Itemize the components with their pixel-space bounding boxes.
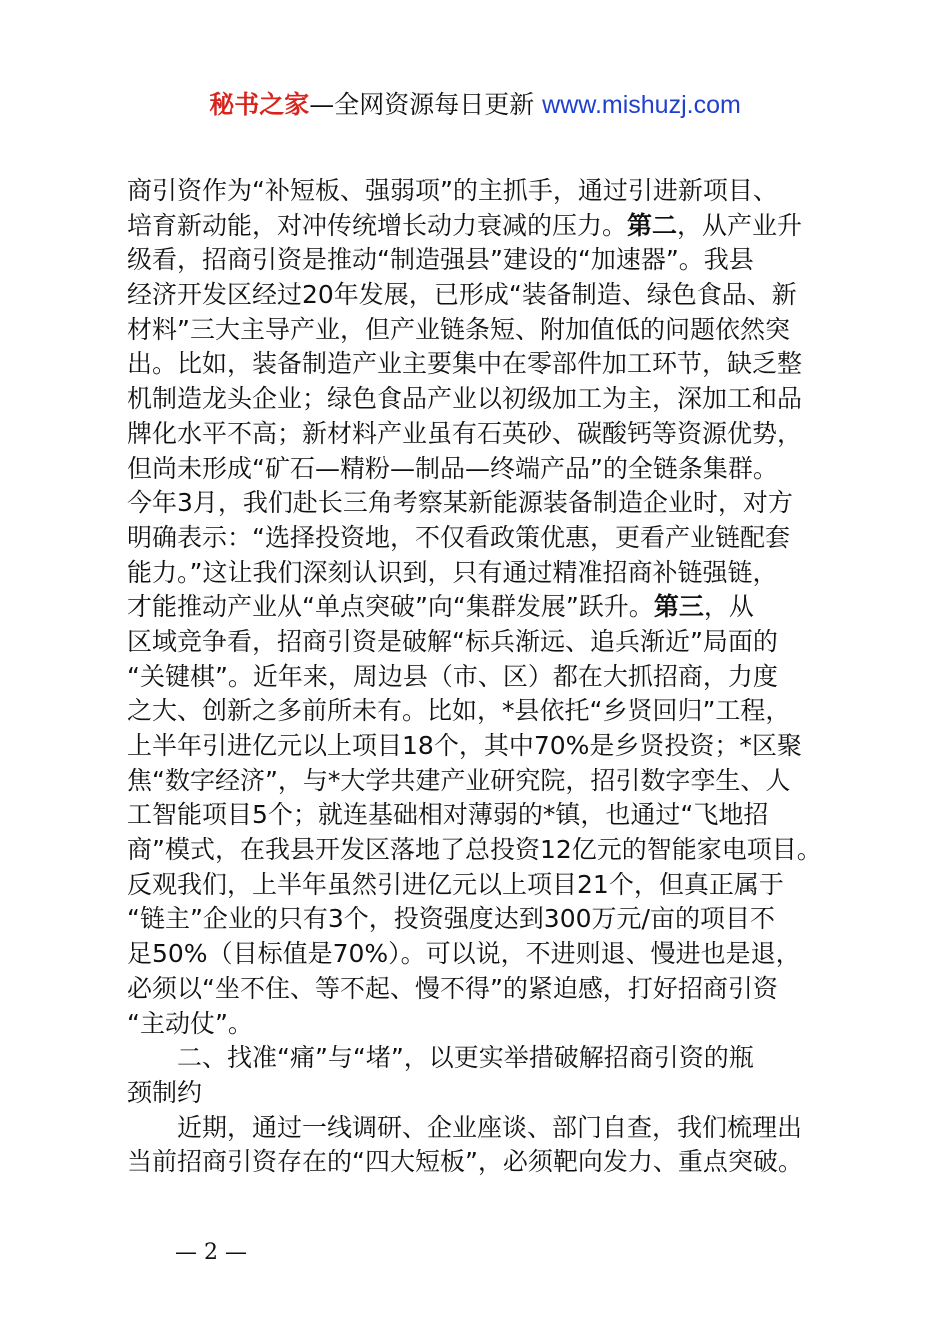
text-segment: 反观我们，上半年虽然引进亿元以上项目21个，但真正属于 [127, 869, 784, 899]
text-segment: 区域竞争看，招商引资是破解“标兵渐远、追兵渐近”局面的 [127, 626, 778, 656]
text-line [127, 902, 833, 937]
text-line [127, 174, 833, 209]
text-segment: 商引资作为“补短板、强弱项”的主抓手，通过引进新项目、 [127, 176, 778, 205]
text-line [127, 1007, 833, 1042]
text-segment: “主动仗”。 [127, 1008, 253, 1038]
text-segment: 但尚未形成“矿石—精粉—制品—终端产品”的全链条集群。 [127, 453, 778, 483]
text-segment: 经济开发区经过20年发展，已形成“装备制造、绿色食品、新 [127, 280, 797, 310]
text-segment: 商”模式，在我县开发区落地了总投资12亿元的智能家电项目。 [127, 835, 822, 865]
text-segment: 当前招商引资存在的“四大短板”，必须靶向发力、重点突破。 [127, 1147, 803, 1177]
text-segment: 机制造龙头企业；绿色食品产业以初级加工为主，深加工和品 [127, 384, 803, 414]
text-segment: 颈制约 [127, 1077, 203, 1107]
text-segment: 近期，通过一线调研、企业座谈、部门自查，我们梳理出 [177, 1112, 803, 1142]
header-tagline: —全网资源每日更新 [309, 90, 543, 119]
text-line [127, 625, 833, 660]
text-segment: “关键棋”。近年来，周边县（市、区）都在大抓招商，力度 [127, 661, 778, 691]
text-segment: 二、找准“痛”与“堵”，以更实举措破解招商引资的瓶 [177, 1043, 754, 1073]
text-line [127, 347, 833, 382]
text-segment: 之大、创新之多前所未有。比如，*县依托“乡贤回归”工程， [127, 696, 791, 726]
website-link[interactable]: www.mishuzj.com [542, 91, 741, 119]
text-line [127, 556, 833, 591]
text-segment: 焦“数字经济”，与*大学共建产业研究院，招引数字孪生、人 [127, 765, 791, 795]
text-segment: 培育新动能，对冲传统增长动力衰减的压力。 [127, 210, 628, 240]
text-segment: 必须以“坐不住、等不起、慢不得”的紧迫感，打好招商引资 [127, 973, 778, 1003]
bold-text: 第三 [653, 592, 704, 622]
text-line [127, 798, 833, 833]
text-segment: 牌化水平不高；新材料产业虽有石英砂、碳酸钙等资源优势， [127, 418, 803, 448]
text-segment: 级看，招商引资是推动“制造强县”建设的“加速器”。我县 [127, 245, 754, 275]
text-segment: 今年3月，我们赴长三角考察某新能源装备制造企业时，对方 [127, 488, 793, 518]
text-segment: 能力。”这让我们深刻认识到，只有通过精准招商补链强链， [127, 557, 778, 587]
page-header [0, 88, 950, 122]
text-segment: 出。比如，装备制造产业主要集中在零部件加工环节，缺乏整 [127, 349, 803, 379]
text-line [127, 313, 833, 348]
text-line [127, 1041, 833, 1076]
text-segment: 材料”三大主导产业，但产业链条短、附加值低的问题依然突 [127, 314, 790, 344]
text-segment: 上半年引进亿元以上项目18个，其中70%是乡贤投资；*区聚 [127, 731, 802, 760]
text-line [127, 521, 833, 556]
bold-text: 第二 [627, 210, 678, 240]
text-segment: 工智能项目5个；就连基础相对薄弱的*镇，也通过“飞地招 [127, 800, 769, 830]
text-line [127, 452, 833, 487]
text-segment: ，从 [703, 592, 754, 622]
text-segment: “链主”企业的只有3个，投资强度达到300万元/亩的项目不 [127, 904, 775, 934]
text-line [127, 660, 833, 695]
text-line [127, 1111, 833, 1146]
text-line [127, 694, 833, 729]
text-line [127, 729, 833, 764]
text-line [127, 382, 833, 417]
text-line [127, 972, 833, 1007]
text-line [127, 1076, 833, 1111]
text-segment: ，从产业升 [677, 210, 803, 240]
text-line [127, 486, 833, 521]
text-line [127, 209, 833, 244]
text-segment: 明确表示：“选择投资地，不仅看政策优惠，更看产业链配套 [127, 522, 790, 552]
text-line [127, 243, 833, 278]
text-segment: 才能推动产业从“单点突破”向“集群发展”跃升。 [127, 592, 654, 622]
document-body [127, 174, 833, 1180]
brand-name: 秘书之家 [209, 90, 310, 119]
text-line [127, 833, 833, 868]
text-line [127, 868, 833, 903]
text-line [127, 937, 833, 972]
text-line [127, 590, 833, 625]
text-line [127, 417, 833, 452]
text-line [127, 1145, 833, 1180]
text-line [127, 764, 833, 799]
page-number: — 2 — [175, 1240, 247, 1265]
text-line [127, 278, 833, 313]
text-segment: 足50%（目标值是70%）。可以说，不进则退、慢进也是退， [127, 939, 801, 969]
